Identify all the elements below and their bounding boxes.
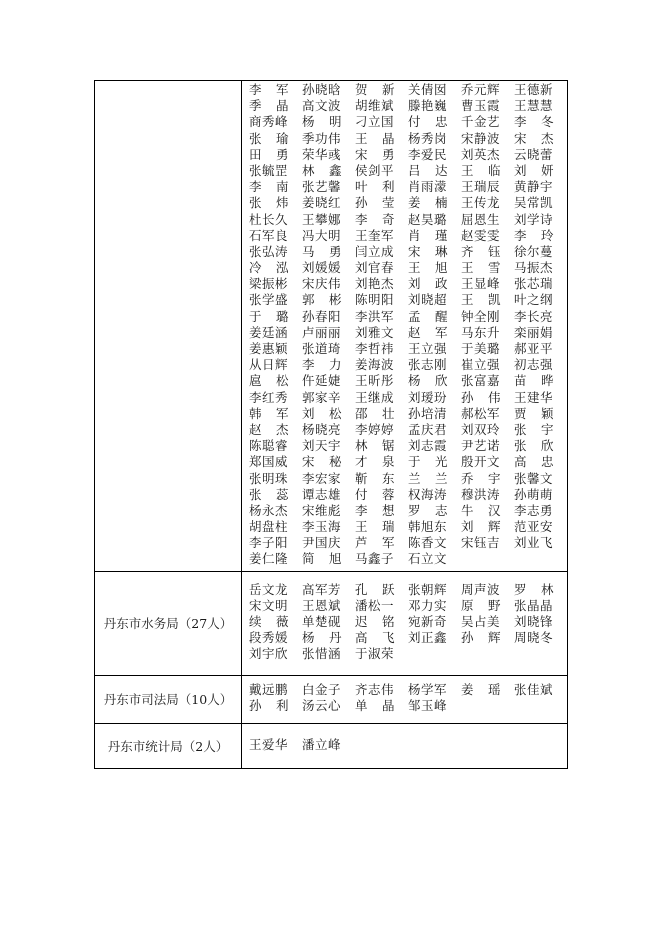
person-name: 侯剑平: [355, 162, 395, 178]
person-name: 王立强: [408, 341, 448, 356]
person-name: 宋文明: [249, 597, 289, 613]
person-name: 张道琦: [302, 341, 342, 356]
person-name: 王 雪: [461, 260, 501, 276]
person-name: 姜 楠: [408, 195, 448, 211]
names-grid: [249, 682, 567, 714]
person-name: 宋 勇: [355, 146, 395, 162]
person-name: 屈恩生: [461, 211, 501, 227]
person-name: 杨 丹: [302, 630, 342, 646]
person-name: 叶之纲: [514, 292, 554, 308]
person-name: 王恩斌: [302, 597, 342, 613]
person-name: 栾丽娟: [514, 324, 554, 340]
names-cell: [242, 571, 568, 675]
person-name: 孙晓晗: [302, 82, 342, 97]
person-name: 石立文: [408, 551, 448, 567]
person-name: 罗 志: [408, 502, 448, 518]
person-name: 李 想: [355, 502, 395, 518]
names-grid: [249, 582, 567, 663]
person-name: 刘英杰: [461, 146, 501, 162]
names-cell: [242, 723, 568, 768]
person-name: 简 旭: [302, 551, 342, 567]
person-name: 李婷婷: [355, 421, 395, 437]
person-name: 王建华: [514, 389, 554, 405]
person-name: 刘 松: [302, 405, 342, 421]
person-name: 王瑞辰: [461, 179, 501, 195]
person-name: 肖雨濛: [408, 179, 448, 195]
person-name: 刘晓锋: [514, 614, 554, 630]
person-name: 肖 瑾: [408, 227, 448, 243]
person-name: 牛 汉: [461, 502, 501, 518]
person-name: 季 晶: [249, 98, 289, 114]
person-name: 于淑荣: [355, 646, 395, 662]
person-name: 付 忠: [408, 114, 448, 130]
person-name: 马东升: [461, 324, 501, 340]
person-name: 卢丽丽: [302, 324, 342, 340]
person-name: 邵 壮: [355, 405, 395, 421]
person-name: 宋钰吉: [461, 535, 501, 551]
person-name: 于美璐: [461, 341, 501, 356]
person-name: 陈明阳: [355, 292, 395, 308]
person-name: 高 忠: [514, 454, 554, 470]
person-name: 韩旭东: [408, 519, 448, 535]
person-name: 张 宇: [514, 421, 554, 437]
person-name: 商秀峰: [249, 114, 289, 130]
person-name: 吴常凯: [514, 195, 554, 211]
person-name: 陈香文: [408, 535, 448, 551]
person-name: 齐 钰: [461, 243, 501, 259]
person-name: 单 晶: [355, 698, 395, 714]
person-name: 叶 利: [355, 179, 395, 195]
person-name: 王 旭: [408, 260, 448, 276]
person-name: 张 蕊: [249, 486, 289, 502]
person-name: 贾 颖: [514, 405, 554, 421]
person-name: 王 瑞: [355, 519, 395, 535]
person-name: 李 力: [302, 357, 342, 373]
person-name: 于 璐: [249, 308, 289, 324]
person-name: 张 瑜: [249, 130, 289, 146]
person-name: 赵昊璐: [408, 211, 448, 227]
person-name: 单楚砚: [302, 614, 342, 630]
person-name: 王攀娜: [302, 211, 342, 227]
person-name: 赵 军: [408, 324, 448, 340]
person-name: 刘天宇: [302, 438, 342, 454]
person-name: 马振杰: [514, 260, 554, 276]
person-name: 王奎军: [355, 227, 395, 243]
person-name: 吕 达: [408, 162, 448, 178]
person-name: 宋维彪: [302, 502, 342, 518]
department-cell: 丹东市水务局（27人）: [95, 571, 242, 675]
names-grid: [249, 82, 567, 568]
person-name: 姜晓红: [302, 195, 342, 211]
person-name: 孙 利: [249, 698, 289, 714]
person-name: 杨 欣: [408, 373, 448, 389]
person-name: 刘 政: [408, 276, 448, 292]
person-name: 李洪军: [355, 308, 395, 324]
person-name: 李长亮: [514, 308, 554, 324]
person-name: 苗 晔: [514, 373, 554, 389]
person-name: 石军良: [249, 227, 289, 243]
person-name: 于 光: [408, 454, 448, 470]
person-name: 高文波: [302, 98, 342, 114]
person-name: 王继成: [355, 389, 395, 405]
person-name: 孙 伟: [461, 389, 501, 405]
person-name: 黄静宇: [514, 179, 554, 195]
person-name: 胡维斌: [355, 98, 395, 114]
person-name: 初志强: [514, 357, 554, 373]
person-name: 关倩囡: [408, 82, 448, 97]
person-name: 刘双玲: [461, 421, 501, 437]
roster-table: [94, 80, 568, 769]
department-cell: 丹东市统计局（2人）: [95, 723, 242, 768]
person-name: 李爱民: [408, 146, 448, 162]
person-name: 周晓冬: [514, 630, 554, 646]
person-name: 刘瑷玢: [408, 389, 448, 405]
person-name: 张朝辉: [408, 581, 448, 597]
person-name: 滕艳巍: [408, 98, 448, 114]
person-name: 张馨文: [514, 470, 554, 486]
person-name: 刘业飞: [514, 535, 554, 551]
person-name: 胡盘柱: [249, 519, 289, 535]
person-name: 李玉海: [302, 519, 342, 535]
person-name: 刘官春: [355, 260, 395, 276]
person-name: 张明珠: [249, 470, 289, 486]
person-name: 赵 杰: [249, 421, 289, 437]
person-name: 姜廷涵: [249, 324, 289, 340]
person-name: 荣华彧: [302, 146, 342, 162]
person-name: 戴远鹏: [249, 681, 289, 697]
person-name: 杨晓亮: [302, 421, 342, 437]
person-name: 刘 妍: [514, 162, 554, 178]
person-name: 李红秀: [249, 389, 289, 405]
person-name: 李哲祎: [355, 341, 395, 356]
person-name: 宋 秘: [302, 454, 342, 470]
person-name: 王昕彤: [355, 373, 395, 389]
person-name: 李子阳: [249, 535, 289, 551]
names-cell: [242, 675, 568, 723]
person-name: 张晶晶: [514, 597, 554, 613]
person-name: 从日辉: [249, 357, 289, 373]
person-name: 孙萌萌: [514, 486, 554, 502]
person-name: 孟 醒: [408, 308, 448, 324]
person-name: 王德新: [514, 82, 554, 97]
person-name: 尹艺诺: [461, 438, 501, 454]
person-name: 钟全刚: [461, 308, 501, 324]
person-name: 吴占美: [461, 614, 501, 630]
table-row: [95, 571, 568, 675]
person-name: 李 南: [249, 179, 289, 195]
person-name: 韩 军: [249, 405, 289, 421]
person-name: 王 晶: [355, 130, 395, 146]
table-row: [95, 81, 568, 572]
person-name: 张志刚: [408, 357, 448, 373]
person-name: 罗 林: [514, 581, 554, 597]
person-name: 姜海波: [355, 357, 395, 373]
department-cell: 丹东市司法局（10人）: [95, 675, 242, 723]
person-name: 郭 彬: [302, 292, 342, 308]
person-name: 权海涛: [408, 486, 448, 502]
person-name: 崔立强: [461, 357, 501, 373]
person-name: 姜惠颖: [249, 341, 289, 356]
person-name: 潘立峰: [302, 736, 342, 752]
person-name: 千金艺: [461, 114, 501, 130]
person-name: 才 泉: [355, 454, 395, 470]
department-cell: [95, 81, 242, 572]
person-name: 姜仁隆: [249, 551, 289, 567]
person-name: 田 勇: [249, 146, 289, 162]
person-name: 杨永杰: [249, 502, 289, 518]
person-name: 杨学军: [408, 681, 448, 697]
person-name: 芦 军: [355, 535, 395, 551]
person-name: 孙 莹: [355, 195, 395, 211]
person-name: 张弘涛: [249, 243, 289, 259]
person-name: 王 凯: [461, 292, 501, 308]
person-name: 刘晓超: [408, 292, 448, 308]
person-name: 齐志伟: [355, 681, 395, 697]
person-name: 曹玉霞: [461, 98, 501, 114]
person-name: 郝亚平: [514, 341, 554, 356]
person-name: 张学盛: [249, 292, 289, 308]
person-name: 王显峰: [461, 276, 501, 292]
person-name: 李志勇: [514, 502, 554, 518]
person-name: 梁振彬: [249, 276, 289, 292]
person-name: 原 野: [461, 597, 501, 613]
person-name: 徐尔蔓: [514, 243, 554, 259]
person-name: 汤云心: [302, 698, 342, 714]
person-name: 王传龙: [461, 195, 501, 211]
person-name: 仵延婕: [302, 373, 342, 389]
person-name: 林 锯: [355, 438, 395, 454]
person-name: 付 蓉: [355, 486, 395, 502]
person-name: 殷开文: [461, 454, 501, 470]
person-name: 刘雅文: [355, 324, 395, 340]
person-name: 刘学诗: [514, 211, 554, 227]
table-row: [95, 675, 568, 723]
person-name: 马 勇: [302, 243, 342, 259]
person-name: 冷 泓: [249, 260, 289, 276]
person-name: 陈聪睿: [249, 438, 289, 454]
person-name: 岳文龙: [249, 581, 289, 597]
person-name: 扈 松: [249, 373, 289, 389]
person-name: 迟 铭: [355, 614, 395, 630]
person-name: 孙春阳: [302, 308, 342, 324]
person-name: 李宏家: [302, 470, 342, 486]
person-name: 云晓蕾: [514, 146, 554, 162]
person-name: 李 军: [249, 82, 289, 97]
person-name: 谭志雄: [302, 486, 342, 502]
person-name: 刘 辉: [461, 519, 501, 535]
person-name: 张毓罡: [249, 162, 289, 178]
person-name: 孔 跃: [355, 581, 395, 597]
person-name: 尹国庆: [302, 535, 342, 551]
person-name: 姜 瑶: [461, 681, 501, 697]
person-name: 孟庆君: [408, 421, 448, 437]
person-name: 张 欣: [514, 438, 554, 454]
person-name: 范亚安: [514, 519, 554, 535]
names-grid: [249, 737, 567, 753]
person-name: 乔元辉: [461, 82, 501, 97]
person-name: 张芯瑞: [514, 276, 554, 292]
person-name: 刘宇欣: [249, 646, 289, 662]
person-name: 靳 东: [355, 470, 395, 486]
person-name: 贺 新: [355, 82, 395, 97]
person-name: 张富嘉: [461, 373, 501, 389]
person-name: 刘艳杰: [355, 276, 395, 292]
person-name: 杨秀岗: [408, 130, 448, 146]
person-name: 杨 明: [302, 114, 342, 130]
person-name: 续 薇: [249, 614, 289, 630]
person-name: 张佳斌: [514, 681, 554, 697]
person-name: 穆洪涛: [461, 486, 501, 502]
person-name: 赵雯雯: [461, 227, 501, 243]
person-name: 宋 琳: [408, 243, 448, 259]
person-name: 王爱华: [249, 736, 289, 752]
person-name: 孙培清: [408, 405, 448, 421]
person-name: 郝松军: [461, 405, 501, 421]
person-name: 李 奇: [355, 211, 395, 227]
person-name: 刘志霞: [408, 438, 448, 454]
person-name: 王 临: [461, 162, 501, 178]
person-name: 周声波: [461, 581, 501, 597]
person-name: 闫立成: [355, 243, 395, 259]
person-name: 高军芳: [302, 581, 342, 597]
person-name: 段秀媛: [249, 630, 289, 646]
person-name: 季功伟: [302, 130, 342, 146]
person-name: 兰 兰: [408, 470, 448, 486]
person-name: 宛新奇: [408, 614, 448, 630]
person-name: 高 飞: [355, 630, 395, 646]
person-name: 刁立国: [355, 114, 395, 130]
person-name: 杜长久: [249, 211, 289, 227]
person-name: 邹玉峰: [408, 698, 448, 714]
person-name: 张 炜: [249, 195, 289, 211]
person-name: 孙 辉: [461, 630, 501, 646]
person-name: 邓力实: [408, 597, 448, 613]
person-name: 张艺馨: [302, 179, 342, 195]
person-name: 张惜涵: [302, 646, 342, 662]
person-name: 刘正鑫: [408, 630, 448, 646]
person-name: 郑国威: [249, 454, 289, 470]
person-name: 白金子: [302, 681, 342, 697]
person-name: 李 冬: [514, 114, 554, 130]
person-name: 马鑫子: [355, 551, 395, 567]
person-name: 潘松一: [355, 597, 395, 613]
person-name: 李 玲: [514, 227, 554, 243]
table-row: [95, 723, 568, 768]
person-name: 宋 杰: [514, 130, 554, 146]
person-name: 林 鑫: [302, 162, 342, 178]
person-name: 刘媛媛: [302, 260, 342, 276]
person-name: 冯大明: [302, 227, 342, 243]
person-name: 乔 宇: [461, 470, 501, 486]
person-name: 宋静波: [461, 130, 501, 146]
person-name: 宋庆伟: [302, 276, 342, 292]
names-cell: [242, 81, 568, 572]
person-name: 王慧慧: [514, 98, 554, 114]
person-name: 郭家辛: [302, 389, 342, 405]
